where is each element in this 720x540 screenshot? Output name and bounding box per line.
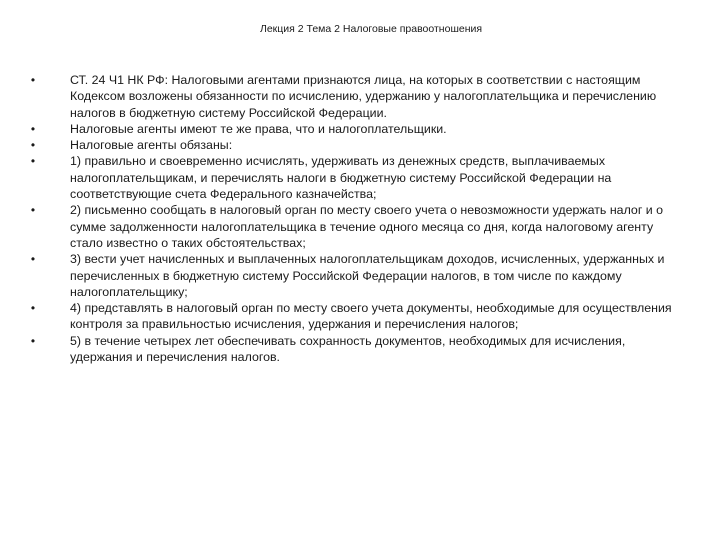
bullet-list (0, 72, 720, 365)
bullet-item (0, 202, 680, 251)
bullet-icon: • (30, 333, 36, 348)
bullet-text: 3) вести учет начисленных и выплаченных налогоплательщикам доходов, исчисленных, удержанных и перечисленных в бюджетную систему Российской Федерации налогов, в том числе по каждому налогоплательщику; (70, 252, 665, 299)
bullet-item (0, 153, 680, 202)
bullet-text: 4) представлять в налоговый орган по месту своего учета документы, необходимые для осуществления контроля за правильностью исчисления, удержания и перечисления налогов; (70, 301, 672, 332)
bullet-item (0, 333, 680, 366)
bullet-icon: • (30, 301, 36, 316)
bullet-text: 1) правильно и своевременно исчислять, удерживать из денежных средств, выплачиваемых налогоплательщикам, и перечислять налоги в бюджетную систему Российской Федерации на соответствующие счета Федерального казначейства; (70, 154, 612, 202)
bullet-icon: • (30, 138, 36, 153)
bullet-item (0, 121, 680, 137)
bullet-text: 2) письменно сообщать в налоговый орган по месту своего учета о невозможности удержать налог и о сумме задолженности налогоплательщика в течение одного месяца со дня, когда налоговому агенту стало известно о таких обстоятельствах; (70, 203, 664, 250)
bullet-item (0, 300, 680, 333)
bullet-text: Налоговые агенты обязаны: (70, 138, 233, 153)
bullet-icon: • (30, 252, 36, 267)
bullet-text: 5) в течение четырех лет обеспечивать сохранность документов, необходимых для исчисления, удержания и перечисления налогов. (70, 333, 626, 365)
bullet-text: СТ. 24 Ч1 НК РФ: Налоговыми агентами признаются лица, на которых в соответствии с настоящим Кодексом возложены обязанности по исчислению, удержанию у налогоплательщика и перечислению налогов в бюджетную систему Российской Федерации. (70, 73, 657, 120)
bullet-item (0, 72, 680, 121)
bullet-icon: • (30, 73, 36, 87)
bullet-icon: • (30, 154, 36, 169)
bullet-icon: • (30, 203, 36, 218)
bullet-text: Налоговые агенты имеют те же права, что и налогоплательщики. (70, 121, 447, 136)
bullet-icon: • (30, 121, 36, 136)
bullet-item (0, 251, 680, 300)
bullet-item (0, 137, 680, 153)
slide-title: Лекция 2 Тема 2 Налоговые правоотношения (259, 23, 483, 35)
